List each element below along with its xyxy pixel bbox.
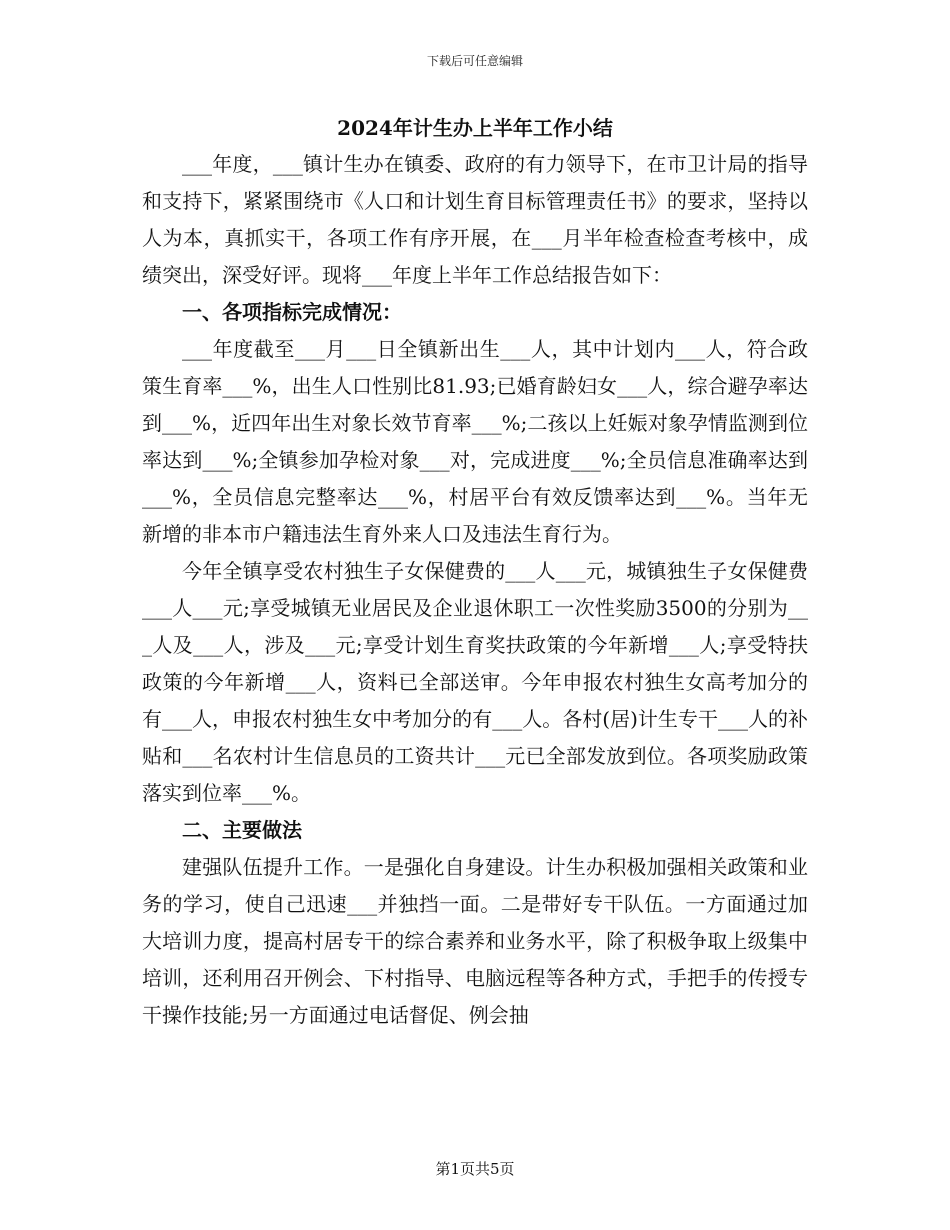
- header-note: 下载后可任意编辑: [426, 54, 523, 68]
- section-2-heading: 二、主要做法: [182, 818, 302, 842]
- document-title: 2024年计生办上半年工作小结: [337, 116, 613, 140]
- section-1-paragraph-1: ___年度截至___月___日全镇新出生___人，其中计划内___人，符合政策生育率___%，出生人口性别比81.93;已婚育龄妇女___人，综合避孕率达到___%，近四年出生对象长效节育率___%;二孩以上妊娠对象孕情监测到位率达到___%;全镇参加孕检对象___对，完成进度___%;全员信息准确率达到___%，全员信息完整率达___%，村居平台有效反馈率达到___%。当年无新增的非本市户籍违法生育外来人口及违法生育行为。: [142, 337, 808, 546]
- section-1-heading: 一、各项指标完成情况：: [182, 300, 402, 324]
- page-footer: 第1页共5页: [435, 1160, 515, 1178]
- intro-paragraph: ___年度，___镇计生办在镇委、政府的有力领导下，在市卫计局的指导和支持下，紧紧围绕市《人口和计划生育目标管理责任书》的要求，坚持以人为本，真抓实干，各项工作有序开展，在___月半年检查检查考核中，成绩突出，深受好评。现将___年度上半年工作总结报告如下：: [142, 152, 808, 287]
- section-2-paragraph-1: 建强队伍提升工作。一是强化自身建设。计生办积极加强相关政策和业务的学习，使自己迅速___并独挡一面。二是带好专干队伍。一方面通过加大培训力度，提高村居专干的综合素养和业务水平，除了积极争取上级集中培训，还利用召开例会、下村指导、电脑远程等各种方式，手把手的传授专干操作技能;另一方面通过电话督促、例会抽: [142, 855, 808, 1027]
- section-1-paragraph-2: 今年全镇享受农村独生子女保健费的___人___元，城镇独生子女保健费___人___元;享受城镇无业居民及企业退休职工一次性奖励3500的分别为___人及___人，涉及___元;享受计划生育奖扶政策的今年新增___人;享受特扶政策的今年新增___人，资料已全部送审。今年申报农村独生女高考加分的有___人，申报农村独生女中考加分的有___人。各村(居)计生专干___人的补贴和___名农村计生信息员的工资共计___元已全部发放到位。各项奖励政策落实到位率___%。: [142, 559, 808, 805]
- document-body: [142, 112, 808, 1034]
